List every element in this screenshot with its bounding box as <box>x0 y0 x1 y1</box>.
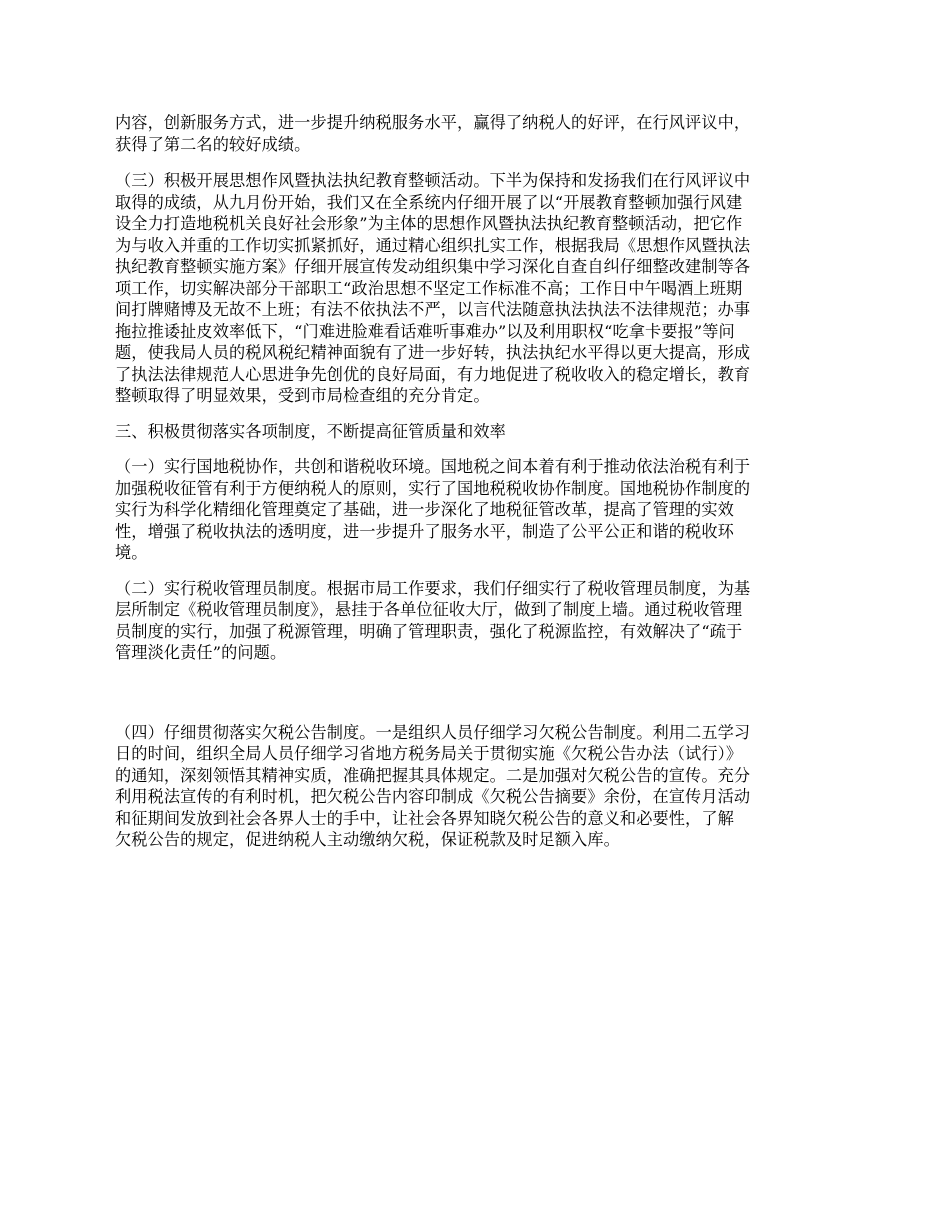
text-line: 的通知，深刻领悟其精神实质，准确把握其具体规定。二是加强对欠税公告的宣传。充分 <box>115 765 751 785</box>
text-line: 和征期间发放到社会各界人士的手中，让社会各界知晓欠税公告的意义和必要性，了解 <box>115 808 734 828</box>
paragraph-tax-cooperation <box>115 456 839 564</box>
text-line: 拖拉推诿扯皮效率低下，“门难进脸难看话难听事难办”以及利用职权“吃拿卡要报”等问 <box>115 321 735 341</box>
text-line: 实行为科学化精细化管理奠定了基础，进一步深化了地税征管改革，提高了管理的实效 <box>115 500 734 519</box>
text-line: （三）积极开展思想作风暨执法执纪教育整顿活动。下半为保持和发扬我们在行风评议中 <box>115 171 751 190</box>
paragraph-rectification-campaign <box>115 170 839 407</box>
text-line: 三、积极贯彻落实各项制度，不断提高征管质量和效率 <box>115 421 506 441</box>
text-line: 题，使我局人员的税风税纪精神面貌有了进一步好转，执法执纪水平得以更大提高，形成 <box>115 343 751 362</box>
text-line: 员制度的实行，加强了税源管理，明确了管理职责，强化了税源监控，有效解决了“疏于 <box>115 621 743 641</box>
text-line: （二）实行税收管理员制度。根据市局工作要求，我们仔细实行了税收管理员制度，为基 <box>115 578 751 598</box>
text-line: 欠税公告的规定，促进纳税人主动缴纳欠税，保证税款及时足额入库。 <box>115 830 620 849</box>
paragraph-service-quality <box>115 112 839 155</box>
text-line: （四）仔细贯彻落实欠税公告制度。一是组织人员仔细学习欠税公告制度。利用二五学习 <box>115 722 751 742</box>
text-line: 境。 <box>115 543 148 562</box>
text-line: （一）实行国地税协作，共创和谐税收环境。国地税之间本着有利于推动依法治税有利于 <box>115 457 751 476</box>
text-line: 设全力打造地税机关良好社会形象”为主体的思想作风暨执法执纪教育整顿活动，把它作 <box>115 214 743 233</box>
paragraph-tax-administrator-system <box>115 578 839 664</box>
text-line: 取得的成绩，从九月份开始，我们又在全系统内仔细开展了以“开展教育整顿加强行风建 <box>115 192 743 212</box>
text-line: 获得了第二名的较好成绩。 <box>115 134 311 154</box>
text-line: 日的时间，组织全局人员仔细学习省地方税务局关于贯彻实施《欠税公告办法（试行）》 <box>115 744 743 763</box>
text-line: 整顿取得了明显效果，受到市局检查组的充分肯定。 <box>115 386 490 405</box>
text-line: 项工作，切实解决部分干部职工“政治思想不坚定工作标准不高；工作日中午喝酒上班期 <box>115 278 743 298</box>
text-line: 利用税法宣传的有利时机，把欠税公告内容印制成《欠税公告摘要》余份，在宣传月活动 <box>115 787 751 806</box>
text-line: 层所制定《税收管理员制度》，悬挂于各单位征收大厅，做到了制度上墙。通过税收管理 <box>115 600 743 619</box>
text-line: 内容，创新服务方式，进一步提升纳税服务水平，赢得了纳税人的好评，在行风评议中， <box>115 113 751 132</box>
text-line: 执纪教育整顿实施方案》仔细开展宣传发动组织集中学习深化自查自纠仔细整改建制等各 <box>115 257 751 276</box>
text-line: 加强税收征管有利于方便纳税人的原则，实行了国地税税收协作制度。国地税协作制度的 <box>115 478 751 498</box>
paragraph-tax-arrears-notice <box>115 722 839 851</box>
text-line: 了执法法律规范人心思进争先创优的良好局面，有力地促进了税收收入的稳定增长，教育 <box>115 364 751 384</box>
text-line: 间打牌赌博及无故不上班；有法不依执法不严，以言代法随意执法执法不法律规范；办事 <box>115 300 751 319</box>
document-page <box>115 112 839 851</box>
text-line: 管理淡化责任”的问题。 <box>115 643 287 662</box>
text-line: 为与收入并重的工作切实抓紧抓好，通过精心组织扎实工作，根据我局《思想作风暨执法 <box>115 235 751 255</box>
section-heading <box>115 421 839 443</box>
text-line: 性，增强了税收执法的透明度，进一步提升了服务水平，制造了公平公正和谐的税收环 <box>115 521 734 541</box>
